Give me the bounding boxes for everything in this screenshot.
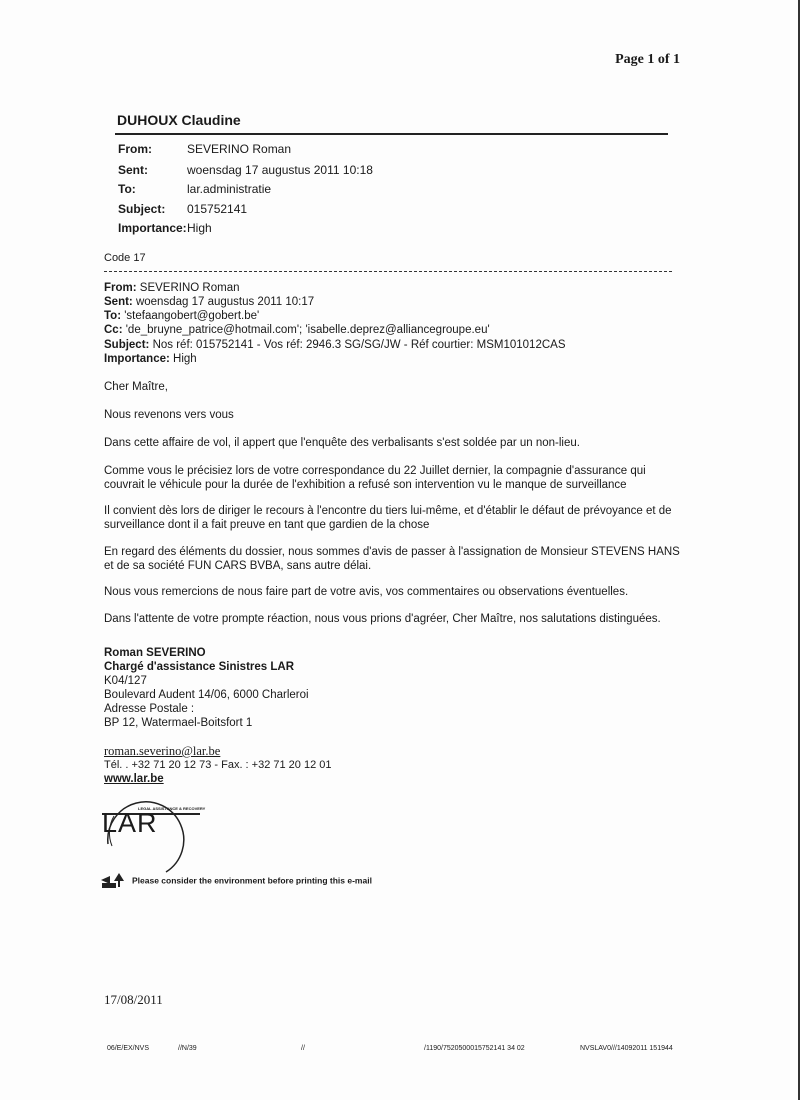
signature-role: Chargé d'assistance Sinistres LAR [104, 661, 294, 673]
header-importance [118, 221, 212, 235]
to-value: lar.administratie [187, 182, 272, 196]
fw-sent-label: Sent: [104, 296, 133, 308]
paragraph-6: Nous vous remercions de nous faire part de votre avis, vos commentaires ou observations éventuelles. [104, 586, 629, 598]
paragraph-7: Dans l'attente de votre prompte réaction, nous vous prions d'agréer, Cher Maître, nos salutations distinguées. [104, 613, 661, 625]
fw-importance [104, 352, 197, 366]
signature-phone: Tél. . +32 71 20 12 73 - Fax. : +32 71 20 12 01 [104, 759, 332, 771]
header-sent [118, 163, 373, 177]
fw-sent-value: woensdag 17 augustus 2011 10:17 [135, 296, 315, 308]
paragraph-4: Il convient dès lors de diriger le recours à l'encontre du tiers lui-même, et d'établir le défaut de prévoyance et de surveillance dont il a fait preuve en tant que gardien de la chose [104, 505, 672, 531]
environment-notice-text: Please consider the environment before printing this e-mail [132, 875, 372, 886]
signature-postal-label: Adresse Postale : [104, 703, 195, 715]
fw-to [104, 309, 259, 323]
email-link[interactable]: roman.severino@lar.be [104, 744, 221, 758]
to-label: To: [118, 182, 136, 196]
sent-label: Sent: [118, 163, 148, 177]
page-number: Page 1 of 1 [615, 52, 680, 67]
environment-notice [100, 871, 372, 891]
fw-cc [104, 323, 490, 337]
tree-print-icon [100, 871, 126, 891]
paragraph-3: Comme vous le précisiez lors de votre correspondance du 22 Juillet dernier, la compagnie d'assurance qui couvrait le véhicule pour la durée de l'exhibition a refusé son intervention vu le manque de surveillance [104, 465, 646, 491]
from-value: SEVERINO Roman [187, 142, 292, 156]
lar-logo-tagline: LEGAL ASSISTANCE & RECOVERY [138, 806, 206, 811]
header-from [118, 142, 291, 156]
footer-code-3: // [301, 1045, 305, 1052]
footer-code-2: //N/39 [178, 1045, 197, 1052]
subject-label: Subject: [118, 202, 166, 216]
lar-logo-text: LAR [102, 808, 158, 838]
fw-from-value: SEVERINO Roman [139, 282, 240, 294]
from-label: From: [118, 142, 152, 156]
fw-from [104, 281, 240, 295]
sender-name: DUHOUX Claudine [117, 112, 241, 128]
signature-postal: BP 12, Watermael-Boitsfort 1 [104, 717, 253, 729]
paragraph-2: Dans cette affaire de vol, il appert que l'enquête des verbalisants s'est soldée par un non-lieu. [104, 437, 580, 449]
fw-to-value: 'stefaangobert@gobert.be' [124, 310, 260, 322]
fw-subject [104, 338, 566, 352]
signature-ref: K04/127 [104, 675, 147, 687]
header-divider [115, 133, 668, 135]
fw-sent [104, 295, 314, 309]
greeting: Cher Maître, [104, 381, 168, 393]
print-date: 17/08/2011 [104, 992, 163, 1007]
fw-from-label: From: [104, 282, 137, 294]
dashed-divider [104, 271, 672, 272]
header-to [118, 182, 271, 196]
fw-importance-label: Importance: [104, 353, 170, 365]
footer-code-4: /1190/7520500015752141 34 02 [424, 1045, 525, 1052]
subject-value: 015752141 [187, 202, 248, 216]
code-line: Code 17 [104, 252, 146, 264]
importance-value: High [187, 221, 212, 235]
fw-subject-label: Subject: [104, 339, 150, 351]
footer-code-1: 06/E/EX/NVS [107, 1045, 150, 1052]
signature-address: Boulevard Audent 14/06, 6000 Charleroi [104, 689, 309, 701]
header-subject [118, 202, 247, 216]
fw-cc-label: Cc: [104, 324, 123, 336]
footer-code-5: NVSLAV0///14092011 151944 [580, 1045, 673, 1052]
importance-label: Importance: [118, 221, 187, 235]
lar-logo [102, 786, 206, 882]
signature-name: Roman SEVERINO [104, 647, 206, 659]
fw-cc-value: 'de_bruyne_patrice@hotmail.com'; 'isabelle.deprez@alliancegroupe.eu' [125, 324, 490, 336]
fw-subject-value: Nos réf: 015752141 - Vos réf: 2946.3 SG/SG/JW - Réf courtier: MSM101012CAS [152, 339, 566, 351]
fw-to-label: To: [104, 310, 122, 322]
web-link[interactable]: www.lar.be [104, 773, 164, 785]
fw-importance-value: High [173, 353, 197, 365]
sent-value: woensdag 17 augustus 2011 10:18 [187, 163, 373, 177]
paragraph-1: Nous revenons vers vous [104, 409, 234, 421]
paragraph-5: En regard des éléments du dossier, nous sommes d'avis de passer à l'assignation de Monsieur STEVENS HANS et de sa société FUN CARS BVBA, sans autre délai. [104, 546, 680, 572]
